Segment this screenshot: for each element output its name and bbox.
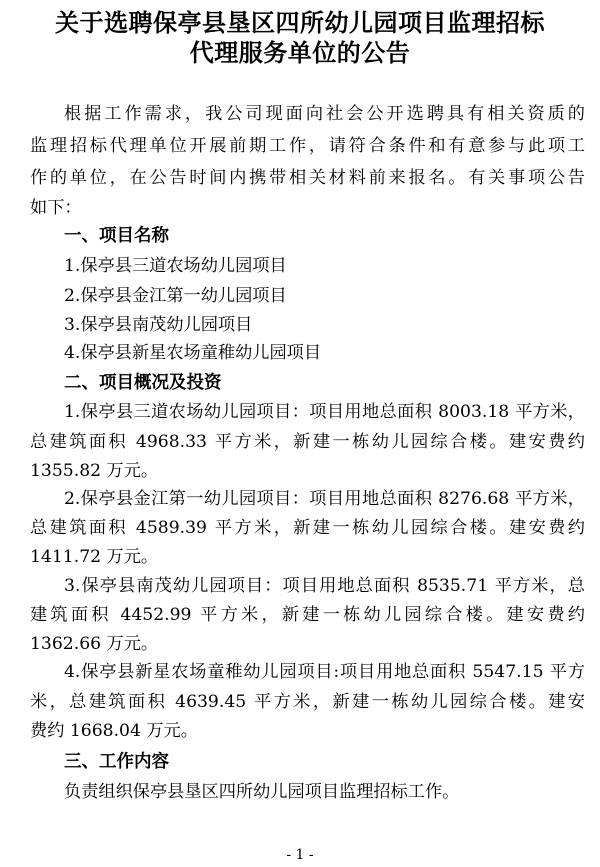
paragraph-line: 1.保亭县三道农场幼儿园项目：项目用地总面积 8003.18 平方米， [64,402,585,422]
paragraph-line: 总建筑面积 4968.33 平方米，新建一栋幼儿园综合楼。建安费约 [30,432,585,452]
list-item: 2.保亭县金江第一幼儿园项目 [64,286,287,306]
paragraph-line: 建筑面积 4452.99 平方米，新建一栋幼儿园综合楼。建安费约 [30,605,585,625]
intro-line: 如下： [30,198,82,218]
list-item: 4.保亭县新星农场童稚幼儿园项目 [64,343,322,363]
work-content-text: 负责组织保亭县垦区四所幼儿园项目监理招标工作。 [64,782,460,802]
paragraph-line: 费约 1668.04 万元。 [30,721,198,741]
page-number: - 1 - [286,847,314,863]
document-title-line-2: 代理服务单位的公告 [189,39,411,67]
section-heading-project-names: 一、项目名称 [64,226,169,246]
paragraph-line: 总建筑面积 4589.39 平方米，新建一栋幼儿园综合楼。建安费约 [30,518,585,538]
list-item: 1.保亭县三道农场幼儿园项目 [64,256,287,276]
paragraph-line: 1411.72 万元。 [30,547,159,567]
list-item: 3.保亭县南茂幼儿园项目 [64,315,253,335]
intro-line: 根据工作需求，我公司现面向社会公开选聘具有相关资质的 [64,104,585,124]
paragraph-line: 3.保亭县南茂幼儿园项目：项目用地总面积 8535.71 平方米，总 [64,576,585,596]
intro-line: 作的单位，在公告时间内携带相关材料前来报名。有关事项公告 [30,168,585,188]
paragraph-line: 4.保亭县新星农场童稚幼儿园项目:项目用地总面积 5547.15 平方 [64,662,585,682]
paragraph-line: 1362.66 万元。 [30,634,159,654]
paragraph-line: 2.保亭县金江第一幼儿园项目：项目用地总面积 8276.68 平方米， [64,489,585,509]
section-heading-work-content: 三、工作内容 [64,752,169,772]
document-title-line-1: 关于选聘保亭县垦区四所幼儿园项目监理招标 [55,9,545,37]
section-heading-overview-investment: 二、项目概况及投资 [64,373,222,393]
intro-line: 监理招标代理单位开展前期工作，请符合条件和有意参与此项工 [30,136,585,156]
paragraph-line: 1355.82 万元。 [30,461,159,481]
paragraph-line: 米，总建筑面积 4639.45 平方米，新建一栋幼儿园综合楼。建安 [30,692,585,712]
